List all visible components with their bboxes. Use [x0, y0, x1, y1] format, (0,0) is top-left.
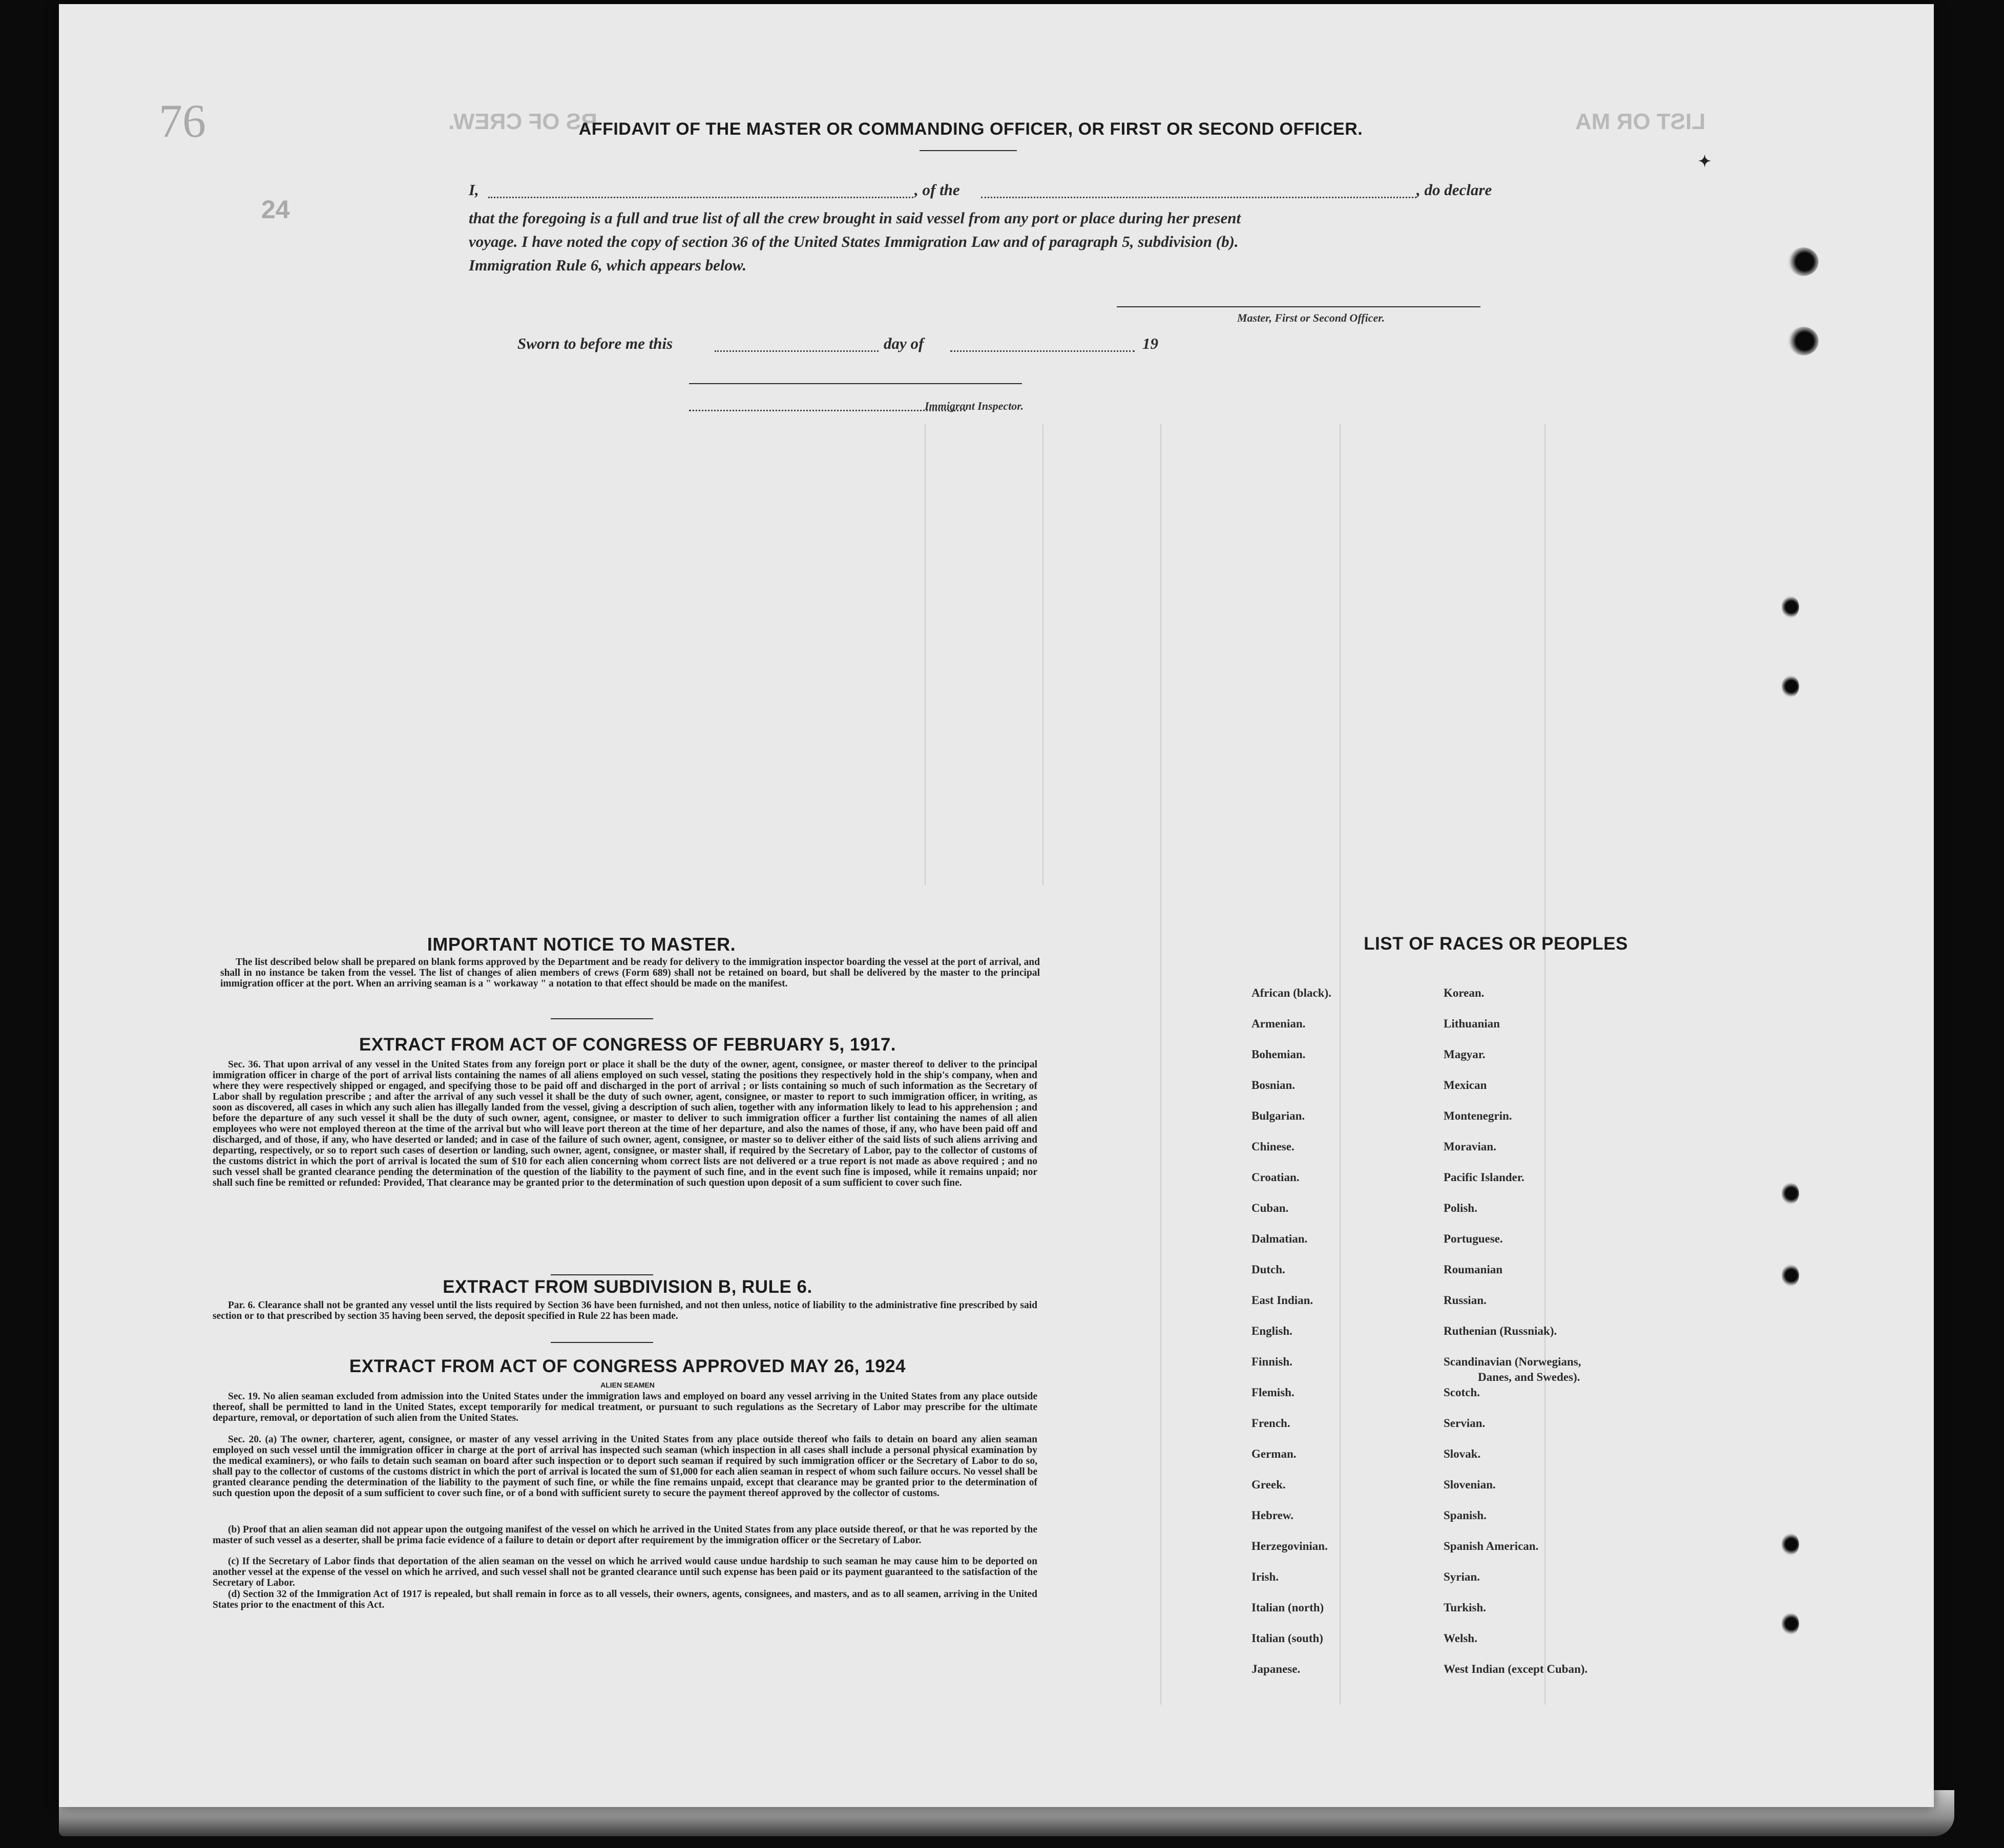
extract-rule6-rule — [551, 1342, 653, 1343]
margin-number-top: 76 — [159, 95, 206, 147]
affidavit-i-label: I, — [469, 181, 479, 199]
race-item: German. — [1251, 1447, 1297, 1460]
race-item: Russian. — [1444, 1294, 1487, 1307]
race-item: Magyar. — [1444, 1048, 1486, 1061]
affidavit-name-field — [488, 197, 913, 198]
punch-hole-icon — [1782, 1182, 1799, 1205]
punch-hole-icon — [1782, 1533, 1799, 1556]
race-item: Welsh. — [1444, 1632, 1477, 1645]
bleed-column-line — [925, 424, 926, 885]
bleed-through-title-left: LIST OR MA — [1575, 109, 1706, 134]
race-item: Flemish. — [1251, 1386, 1295, 1399]
punch-hole-icon — [1782, 596, 1799, 618]
race-item: Croatian. — [1251, 1171, 1300, 1184]
race-item: Italian (south) — [1251, 1632, 1323, 1645]
race-item: Scandinavian (Norwegians, — [1444, 1355, 1581, 1368]
race-item: English. — [1251, 1325, 1292, 1337]
affidavit-of-the-label: , of the — [914, 181, 960, 199]
extract-1917-rule — [551, 1274, 653, 1275]
extract-rule6-title: EXTRACT FROM SUBDIVISION B, RULE 6. — [443, 1277, 812, 1297]
notice-rule — [551, 1018, 653, 1019]
extract-1917-text: Sec. 36. That upon arrival of any vessel in the United States from any foreign port or place it shall be the duty of the owner, agent, consignee, or master thereof to deliver to the principal immigration officer in charge of the port of arrival lists containing the names of all aliens employed on such vessel, stating the positions they respectively hold in the ship's company, when and where they were respectively shipped or engaged, and specifying those to be paid off and discharged in the port of arrival ; or lists containing so much of such information as the Secretary of Labor shall by regulation prescribe ; and after the arrival of any such vessel it shall be the duty of such owner, agent, consignee, or master to report to such immigration officer, in writing, as soon as discovered, all cases in which any such alien has illegally landed from the vessel, giving a description of such alien, together with any information likely to lead to his apprehension ; and before the departure of any such vessel it shall be the duty of such owner, agent, consignee, or master to deliver to such immigration officer a further list containing the names of all alien employees who were not employed thereon at the time of the arrival but who will leave port thereon at the time of her departure, and also the names of those, if any, who have been paid off and discharged, and of those, if any, who have deserted or landed; and in case of the failure of such owner, agent, consignee, or master so to deliver either of the said lists of such aliens arriving and departing, respectively, or so to report such cases of desertion or landing, such owner, agent, consignee, or master shall, if required by the Secretary of Labor, pay to the collector of customs of the customs district in which the port of arrival is located the sum of $10 for each alien concerning whom correct lists are not delivered or a true report is not made as above required ; and no such vessel shall be granted clearance pending the determination of the question of the liability to the payment of such fine, and in the event such fine is imposed, while it remains unpaid; nor shall such fine be remitted or refunded: Provided, That clearance may be granted prior to the determination of such question upon deposit of a sum sufficient to cover such fine. — [213, 1059, 1037, 1188]
inspector-line-top — [689, 383, 1022, 384]
race-item: Spanish. — [1444, 1509, 1487, 1522]
races-title: LIST OF RACES OR PEOPLES — [1364, 934, 1628, 954]
bleed-column-line — [1544, 424, 1546, 1705]
race-item: Herzegovinian. — [1251, 1540, 1328, 1552]
race-item: East Indian. — [1251, 1294, 1313, 1307]
sworn-label: Sworn to before me this — [517, 334, 673, 352]
alien-seamen-subtitle: ALIEN SEAMEN — [600, 1381, 655, 1389]
extract-1924-sec20d: (d) Section 32 of the Immigration Act of 1917 is repealed, but shall remain in force as to all vessels, their owners, agents, consignees, and masters, and as to all seamen, arriving in the United States prior to the enactment of this Act. — [213, 1589, 1037, 1610]
race-item: Roumanian — [1444, 1263, 1503, 1276]
race-item: Bohemian. — [1251, 1048, 1306, 1061]
punch-hole-icon — [1782, 1264, 1799, 1287]
race-item: Cuban. — [1251, 1202, 1289, 1214]
race-item: Bulgarian. — [1251, 1109, 1305, 1122]
race-item-continuation: Danes, and Swedes). — [1478, 1371, 1580, 1383]
race-item: Bosnian. — [1251, 1079, 1296, 1091]
extract-1924-sec20a: Sec. 20. (a) The owner, charterer, agent, consignee, or master of any vessel arriving in the United States from any place outside thereof who fails to detain on board any alien seaman employed on such vessel until the immigration officer in charge at the port of arrival has inspected such seaman (which inspection in all cases shall include a personal physical examination by the medical examiners), or who fails to detain such seaman on board after such inspection or to deport such seaman if required by such immigration officer or the Secretary of Labor to do so, shall pay to the collector of customs of the customs district in which the port of arrival is located the sum of $1,000 for each alien seaman in respect of whom such failure occurs. No vessel shall be granted clearance pending the determination of the liability to the payment of such fine, or while the fine remains unpaid, except that clearance may be granted prior to the determination of such question upon the deposit of a sum sufficient to cover such fine, or of a bond with sufficient surety to secure the payment thereof approved by the collector of customs. — [213, 1434, 1037, 1499]
race-item: Lithuanian — [1444, 1017, 1500, 1030]
sworn-month-field — [950, 350, 1135, 352]
extract-1917-title: EXTRACT FROM ACT OF CONGRESS OF FEBRUARY 5, 1917. — [359, 1035, 896, 1055]
bleed-through-title-right: RS OF CREW. — [448, 109, 597, 134]
race-item: Montenegrin. — [1444, 1109, 1512, 1122]
affidavit-line-4: Immigration Rule 6, which appears below. — [469, 256, 747, 274]
race-item: Slovak. — [1444, 1447, 1481, 1460]
binding-clip-icon — [1788, 247, 1819, 276]
race-item: Japanese. — [1251, 1663, 1301, 1675]
race-item: Polish. — [1444, 1202, 1477, 1214]
race-item: Pacific Islander. — [1444, 1171, 1525, 1184]
race-item: Turkish. — [1444, 1601, 1486, 1614]
affidavit-line-3: voyage. I have noted the copy of section 36 of the United States Immigration Law and of paragraph 5, subdivision (b). — [469, 233, 1239, 250]
race-item: Italian (north) — [1251, 1601, 1324, 1614]
extract-1924-sec19: Sec. 19. No alien seaman excluded from admission into the United States under the immigration laws and employed on board any vessel arriving in the United States from any place outside thereof, shall be permitted to land in the United States, except temporarily for medical treatment, or pursuant to such regulations as the Secretary of Labor may prescribe for the ultimate departure, removal, or deportation of such alien from the United States. — [213, 1391, 1037, 1423]
document-page — [59, 4, 1934, 1807]
race-item: Spanish American. — [1444, 1540, 1539, 1552]
affidavit-declare-label: , do declare — [1416, 181, 1492, 199]
margin-number-left: 24 — [261, 195, 290, 224]
race-item: Finnish. — [1251, 1355, 1292, 1368]
race-item: Portuguese. — [1444, 1232, 1503, 1245]
extract-rule6-text: Par. 6. Clearance shall not be granted any vessel until the lists required by Section 36 have been furnished, and not then unless, notice of liability to the administrative fine prescribed by said section or to that prescribed by section 35 having been served, the deposit specified in Rule 22 has been made. — [213, 1300, 1037, 1321]
inspector-label: Immigrant Inspector. — [925, 400, 1024, 412]
bleed-column-line — [1340, 424, 1341, 1705]
notice-text: The list described below shall be prepared on blank forms approved by the Department and be ready for delivery to the immigration inspector boarding the vessel at the port of arrival, and shall in no instance be taken from the vessel. The list of changes of alien members of crews (Form 689) shall not be retained on board, but shall be delivered by the master to the principal immigration officer at the port. When an arriving seaman is a " workaway " a notation to that effect should be made on the manifest. — [220, 957, 1040, 989]
race-item: Hebrew. — [1251, 1509, 1293, 1522]
race-item: Slovenian. — [1444, 1478, 1496, 1491]
race-item: Syrian. — [1444, 1570, 1480, 1583]
day-of-label: day of — [884, 334, 924, 352]
race-item: Moravian. — [1444, 1140, 1496, 1153]
race-item: Chinese. — [1251, 1140, 1295, 1153]
signature-line — [1117, 306, 1480, 307]
extract-1924-title: EXTRACT FROM ACT OF CONGRESS APPROVED MAY 26, 1924 — [349, 1356, 906, 1376]
extract-1924-sec20b: (b) Proof that an alien seaman did not appear upon the outgoing manifest of the vessel on which he arrived in the United States from any place outside thereof, or that he was reported by the master of such vessel as a deserter, shall be prima facie evidence of a failure to detain or deport after requirement by the immigration officer or the Secretary of Labor. — [213, 1524, 1037, 1546]
extract-1924-sec20c: (c) If the Secretary of Labor finds that deportation of the alien seaman on the vessel on which he arrived would cause undue hardship to such seaman he may cause him to be deported on another vessel at the expense of the vessel on which he arrived, and such vessel shall not be granted clearance until such expense has been paid or its payment guaranteed to the satisfaction of the Secretary of Labor. — [213, 1556, 1037, 1588]
race-item: Greek. — [1251, 1478, 1286, 1491]
punch-hole-icon — [1782, 675, 1799, 698]
affidavit-vessel-field — [981, 197, 1416, 198]
binding-clip-icon — [1788, 327, 1819, 355]
affidavit-title: AFFIDAVIT OF THE MASTER OR COMMANDING OFFICER, OR FIRST OR SECOND OFFICER. — [578, 119, 1363, 139]
year-label: 19 — [1142, 334, 1158, 352]
race-item: Servian. — [1444, 1417, 1486, 1430]
bleed-column-line — [1042, 424, 1043, 885]
race-item: Ruthenian (Russniak). — [1444, 1325, 1557, 1337]
race-item: Korean. — [1444, 986, 1485, 999]
race-item: Dalmatian. — [1251, 1232, 1308, 1245]
race-item: Irish. — [1251, 1570, 1279, 1583]
signature-label: Master, First or Second Officer. — [1237, 311, 1385, 324]
race-item: Armenian. — [1251, 1017, 1306, 1030]
asterisk-mark-icon: ✦ — [1698, 153, 1711, 170]
inspector-signature-field — [689, 410, 966, 411]
race-item: West Indian (except Cuban). — [1444, 1663, 1588, 1675]
race-item: Dutch. — [1251, 1263, 1285, 1276]
bleed-column-line — [1160, 424, 1161, 1705]
affidavit-title-rule — [920, 150, 1017, 151]
race-item: Mexican — [1444, 1079, 1487, 1091]
race-item: French. — [1251, 1417, 1290, 1430]
sworn-date-field — [715, 350, 879, 352]
notice-title: IMPORTANT NOTICE TO MASTER. — [427, 934, 736, 955]
punch-hole-icon — [1782, 1612, 1799, 1635]
race-item: African (black). — [1251, 986, 1331, 999]
affidavit-line-2: that the foregoing is a full and true list of all the crew brought in said vessel from any port or place during her present — [469, 209, 1241, 227]
race-item: Scotch. — [1444, 1386, 1480, 1399]
